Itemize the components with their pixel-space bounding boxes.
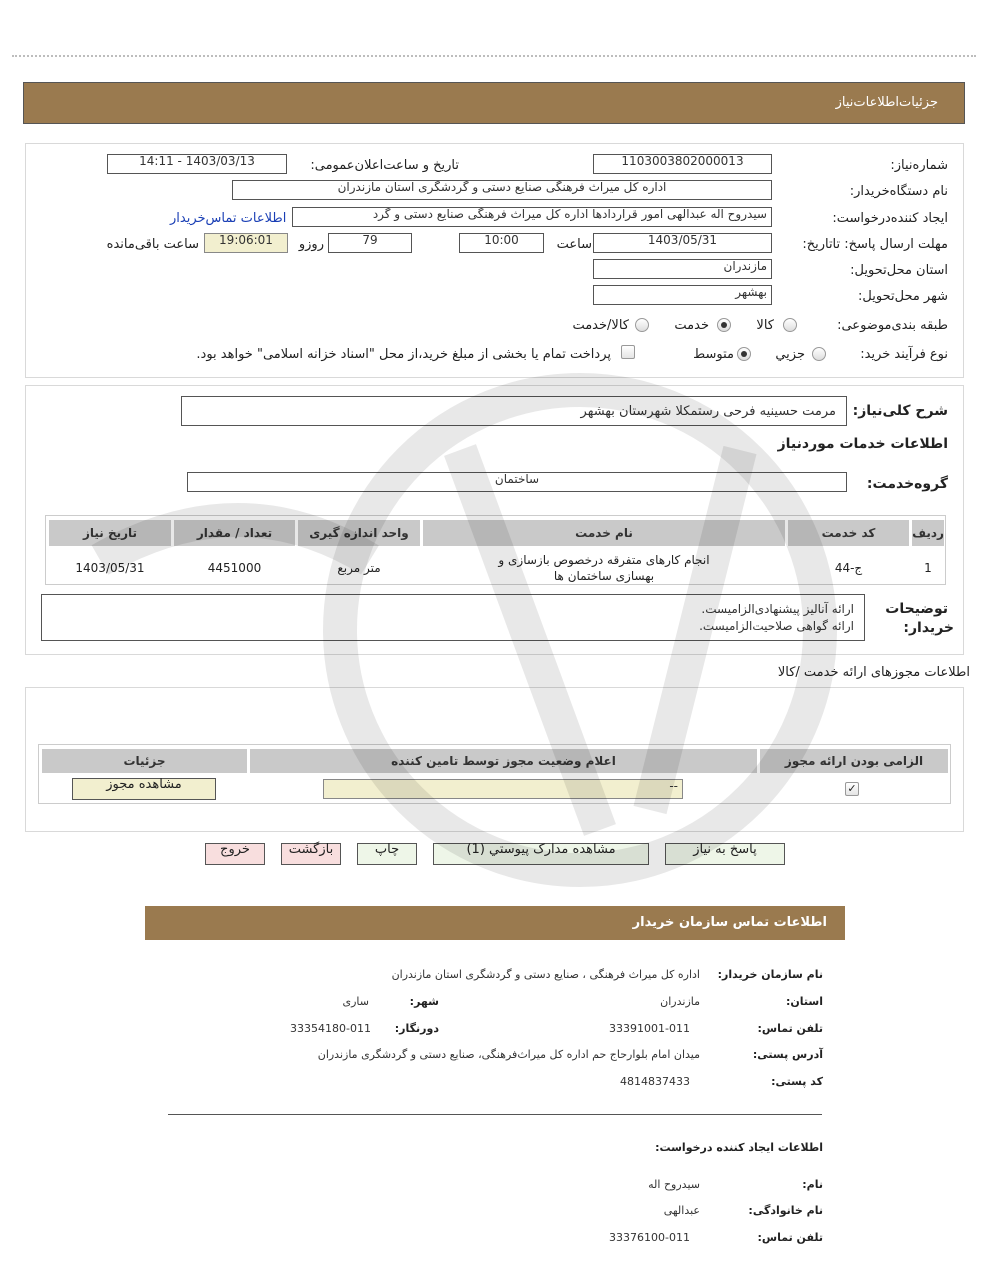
exit-button[interactable]: خروج [205,843,265,865]
col-header-name: نام خدمت [423,520,785,546]
need-info-panel [25,143,964,378]
purchase-process-label: نوع فرآیند خرید: [860,347,948,362]
cell-row-number: 1 [924,561,932,575]
page-title-bar [23,82,965,124]
deadline-label: مهلت ارسال پاسخ: تاتاریخ: [802,237,948,252]
process-radio-medium[interactable] [737,347,751,361]
contact-org-label: نام سازمان خریدار: [717,968,823,981]
contact-province-label: استان: [786,995,823,1008]
days-label: روزو [298,237,324,252]
permit-required-checkbox: ✓ [845,782,859,796]
contact-fax-label: دورنگار: [394,1022,439,1035]
process-option-minor: جزیي [775,347,805,362]
cell-quantity: 4451000 [207,561,262,575]
remaining-time-field: 19:06:01 [204,233,288,253]
delivery-city-label: شهر محل‌تحویل: [858,289,948,304]
contact-divider [168,1114,822,1115]
col-header-code: کد خدمت [788,520,909,546]
col-header-unit: واحد اندازه گیری [298,520,420,546]
delivery-province-label: استان محل‌تحویل: [850,263,948,278]
buyer-contact-title: اطلاعات تماس سازمان خریدار [632,915,827,930]
contact-org-value: اداره کل میراث فرهنگی ، صنایع دستی و گردشگری استان مازندران [391,968,700,981]
announce-datetime-label: تاریخ و ساعت‌اعلان‌عمومی: [310,158,459,173]
reply-to-need-button[interactable]: پاسخ به نیاز [665,843,785,865]
cell-unit: متر مربع [337,561,381,575]
creator-phone-label: تلفن تماس: [757,1231,823,1244]
need-number-label: شماره‌نیاز: [890,158,948,173]
permit-col-required: الزامی بودن ارائه مجوز [760,749,948,773]
contact-address-label: آدرس پستی: [752,1048,823,1061]
view-permit-button[interactable]: مشاهده مجوز [72,778,216,800]
process-option-medium: متوسط [693,347,734,362]
page-title: جزئیات‌اطلاعات‌نیاز [835,95,938,110]
contact-postal-label: کد پستی: [771,1075,823,1088]
permit-status-field[interactable]: -- [323,779,683,799]
buyer-notes-label-2: خریدار: [903,620,954,636]
contact-city-label: شهر: [409,995,439,1008]
deadline-date-field[interactable]: 1403/05/31 [593,233,772,253]
col-header-qty: تعداد / مقدار [174,520,295,546]
buyer-org-label: نام دستگاه‌خریدار: [849,184,948,199]
creator-name-label: نام: [802,1178,823,1191]
contact-province-value: مازندران [660,995,700,1008]
buyer-contact-link[interactable]: اطلاعات تماس‌خریدار [170,211,287,226]
view-attachments-button[interactable]: مشاهده مدارک پیوستي (1) [433,843,649,865]
service-group-field[interactable]: ساختمان [187,472,847,492]
contact-address-value: میدان امام بلوارحاج حم اداره کل میراث‌فرهنگی، صنایع دستی و گردشگری مازندران [317,1048,700,1061]
buyer-note-line-2: ارائه گواهی صلاحیت‌الزامیست. [699,619,854,633]
buyer-notes-box [41,594,865,641]
contact-phone-value: 33391001-011 [609,1022,690,1035]
category-option-goods: کالا [756,318,774,333]
service-group-label: گروه‌خدمت: [866,476,948,492]
contact-phone-label: تلفن تماس: [757,1022,823,1035]
category-option-goods-service: کالا/خدمت [572,318,629,333]
creator-info-title: اطلاعات ایجاد کننده درخواست: [655,1141,823,1154]
remaining-time-label: ساعت باقی‌مانده [106,237,199,252]
announce-datetime-field[interactable]: 1403/03/13 - 14:11 [107,154,287,174]
deadline-time-label: ساعت [556,237,592,252]
cell-service-name-2: بهسازی ساختمان ها [553,569,655,583]
request-creator-field[interactable]: سیدروح اله عبدالهی امور قراردادها اداره کل میراث فرهنگی صنایع دستی و گرد [292,207,772,227]
process-radio-minor[interactable] [812,347,826,361]
need-description-field[interactable]: مرمت حسینیه فرحی رستمکلا شهرستان بهشهر [181,396,847,426]
permits-section-title: اطلاعات مجوزهای ارائه خدمت /کالا [777,665,970,680]
permit-col-status: اعلام وضعیت مجوز توسط تامین کننده [250,749,757,773]
deadline-time-field[interactable]: 10:00 [459,233,544,253]
delivery-province-field[interactable]: مازندران [593,259,772,279]
contact-city-value: ساری [342,995,369,1008]
creator-name-value: سیدروح اله [648,1178,700,1191]
category-radio-goods[interactable] [783,318,797,332]
buyer-org-field[interactable]: اداره کل میراث فرهنگی صنایع دستی و گردشگری استان مازندران [232,180,772,200]
treasury-payment-note: پرداخت تمام یا بخشی از مبلغ خرید،از محل "اسناد خزانه اسلامی" خواهد بود. [196,347,611,362]
request-creator-label: ایجاد کننده‌درخواست: [832,211,948,226]
top-divider [12,55,976,57]
services-section-title: اطلاعات خدمات موردنیاز [777,436,948,452]
need-description-label: شرح کلی‌نیاز: [852,403,948,419]
need-number-field[interactable]: 1103003802000013 [593,154,772,174]
category-label: طبقه بندی‌موضوعی: [837,318,948,333]
col-header-date: تاریخ نیاز [49,520,171,546]
creator-phone-value: 33376100-011 [609,1231,690,1244]
contact-postal-value: 4814837433 [620,1075,690,1088]
treasury-payment-checkbox[interactable] [621,345,635,359]
cell-service-name-1: انجام کارهای متفرقه درخصوص بازسازی و [498,553,710,567]
category-radio-goods-service[interactable] [635,318,649,332]
delivery-city-field[interactable]: بهشهر [593,285,772,305]
buyer-note-line-1: ارائه آنالیز پیشنهادی‌الزامیست. [701,602,854,616]
cell-service-code: ج-44 [834,561,863,575]
days-remaining-field[interactable]: 79 [328,233,412,253]
cell-need-date: 1403/05/31 [75,561,145,575]
category-radio-service[interactable] [717,318,731,332]
creator-family-value: عبدالهی [663,1204,700,1217]
creator-family-label: نام خانوادگی: [748,1204,823,1217]
col-header-row: ردیف [912,520,944,546]
category-option-service: خدمت [674,318,709,333]
print-button[interactable]: چاپ [357,843,417,865]
buyer-notes-label-1: توضیحات [885,601,948,617]
permit-col-details: جزئیات [42,749,247,773]
back-button[interactable]: بازگشت [281,843,341,865]
buyer-contact-bar [145,906,845,940]
contact-fax-value: 33354180-011 [290,1022,371,1035]
